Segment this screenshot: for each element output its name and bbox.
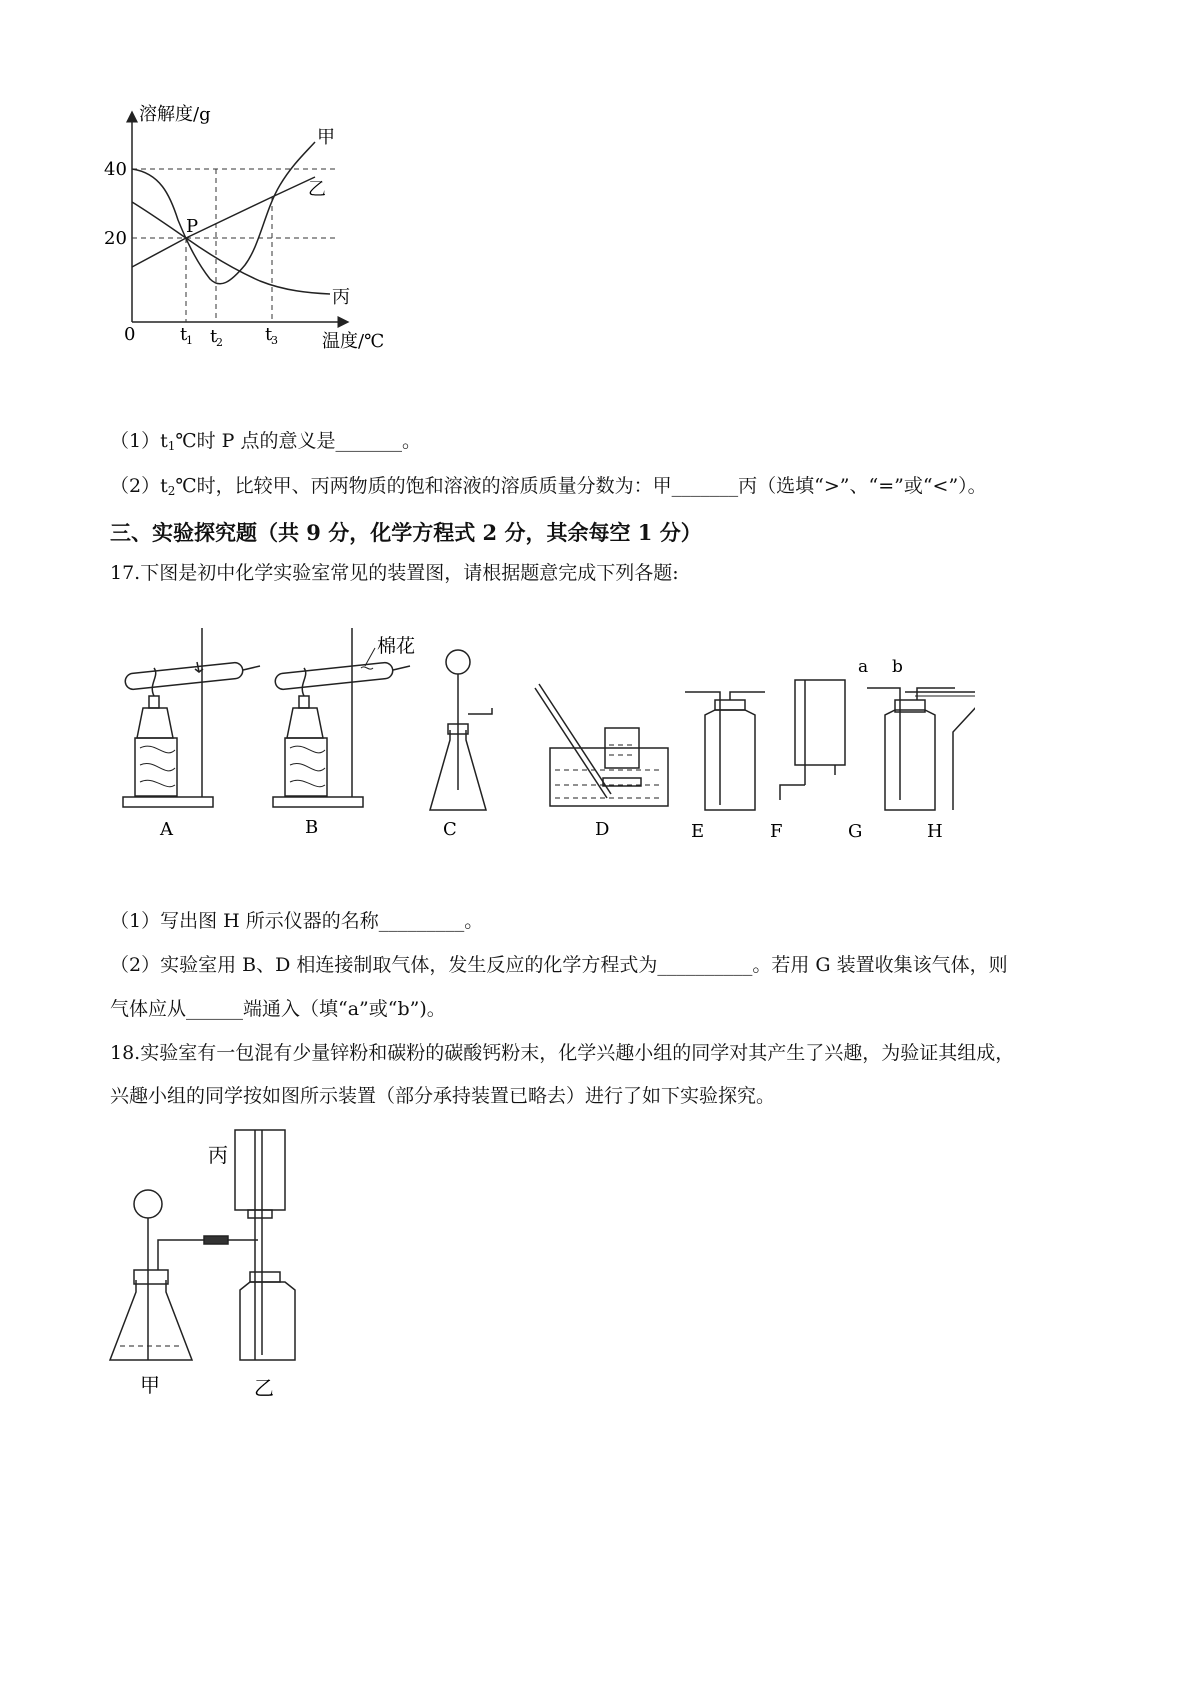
label-c: C: [443, 819, 457, 840]
origin-label: 0: [124, 324, 136, 345]
svg-text:1: 1: [186, 334, 193, 347]
q17-part2-line1: （2）实验室用 B、D 相连接制取气体，发生反应的化学方程式为__________。若用 G 装置收集该气体，则: [110, 954, 1008, 976]
apparatus-a: [123, 628, 260, 807]
solubility-chart: [100, 95, 430, 365]
apparatus-jia: [110, 1190, 258, 1360]
q16-part2: $(2)t_2℃$时，比较甲、丙两物质的饱和溶液的溶质质量分数为：甲_______丙（选填“>”、“=”或“<”）。: [110, 475, 987, 498]
section-3-title: 三、实验探究题（共 9 分，化学方程式 2 分，其余每空 1 分）: [110, 520, 702, 545]
y-axis-label: 溶解度/g: [139, 104, 211, 125]
y-tick-20: 20: [104, 228, 127, 249]
label-yi: 乙: [254, 1376, 274, 1400]
svg-text:3: 3: [271, 334, 278, 347]
label-bing: 丙: [208, 1143, 228, 1167]
svg-text:2: 2: [216, 336, 223, 349]
label-jia: 甲: [140, 1373, 160, 1397]
apparatus-figure: [115, 620, 975, 850]
q17-stem: 17.下图是初中化学实验室常见的装置图，请根据题意完成下列各题:: [110, 562, 679, 584]
q17-part2-line2: 气体应从______端通入（填“a”或“b”)。: [110, 998, 446, 1020]
series-label-jia: 甲: [317, 127, 335, 148]
label-a: A: [160, 819, 173, 840]
label-f: F: [770, 821, 783, 842]
g-port-a-label: a: [858, 657, 869, 677]
label-d: D: [595, 819, 610, 840]
q18-stem-line2: 兴趣小组的同学按如图所示装置（部分承持装置已略去）进行了如下实验探究。: [110, 1085, 776, 1107]
label-b: B: [305, 817, 319, 838]
q18-apparatus-figure: [100, 1120, 340, 1410]
x-tick-t1: [180, 324, 193, 347]
apparatus-g: [867, 688, 955, 810]
apparatus-f: [780, 680, 845, 800]
x-axis-label: 温度/℃: [322, 331, 385, 352]
series-label-bing: 丙: [332, 287, 350, 308]
point-p-label: P: [186, 216, 199, 237]
curve-yi: [132, 177, 315, 267]
q18-stem-line1: 18.实验室有一包混有少量锌粉和碳粉的碳酸钙粉末，化学兴趣小组的同学对其产生了兴趣，为验证其组成，: [110, 1042, 1015, 1064]
svg-text:t: t: [180, 324, 188, 345]
apparatus-bing: [235, 1130, 285, 1360]
svg-text:t: t: [265, 324, 273, 345]
apparatus-yi: [240, 1240, 295, 1360]
x-tick-t3: [265, 324, 278, 347]
apparatus-c: [430, 650, 492, 810]
q16-part1: $(1)t_1℃$时 P 点的意义是_______。: [110, 430, 421, 453]
apparatus-e: [685, 692, 765, 810]
q17-part1: （1）写出图 H 所示仪器的名称_________。: [110, 910, 484, 932]
label-h: H: [927, 821, 943, 842]
y-tick-40: 40: [104, 159, 127, 180]
series-label-yi: 乙: [308, 179, 326, 200]
x-tick-t2: [210, 326, 223, 349]
label-e: E: [691, 821, 705, 842]
apparatus-d: [535, 684, 668, 806]
label-g: G: [848, 821, 863, 842]
svg-text:t: t: [210, 326, 218, 347]
g-port-b-label: b: [892, 657, 903, 677]
cotton-label: 棉花: [377, 635, 416, 657]
